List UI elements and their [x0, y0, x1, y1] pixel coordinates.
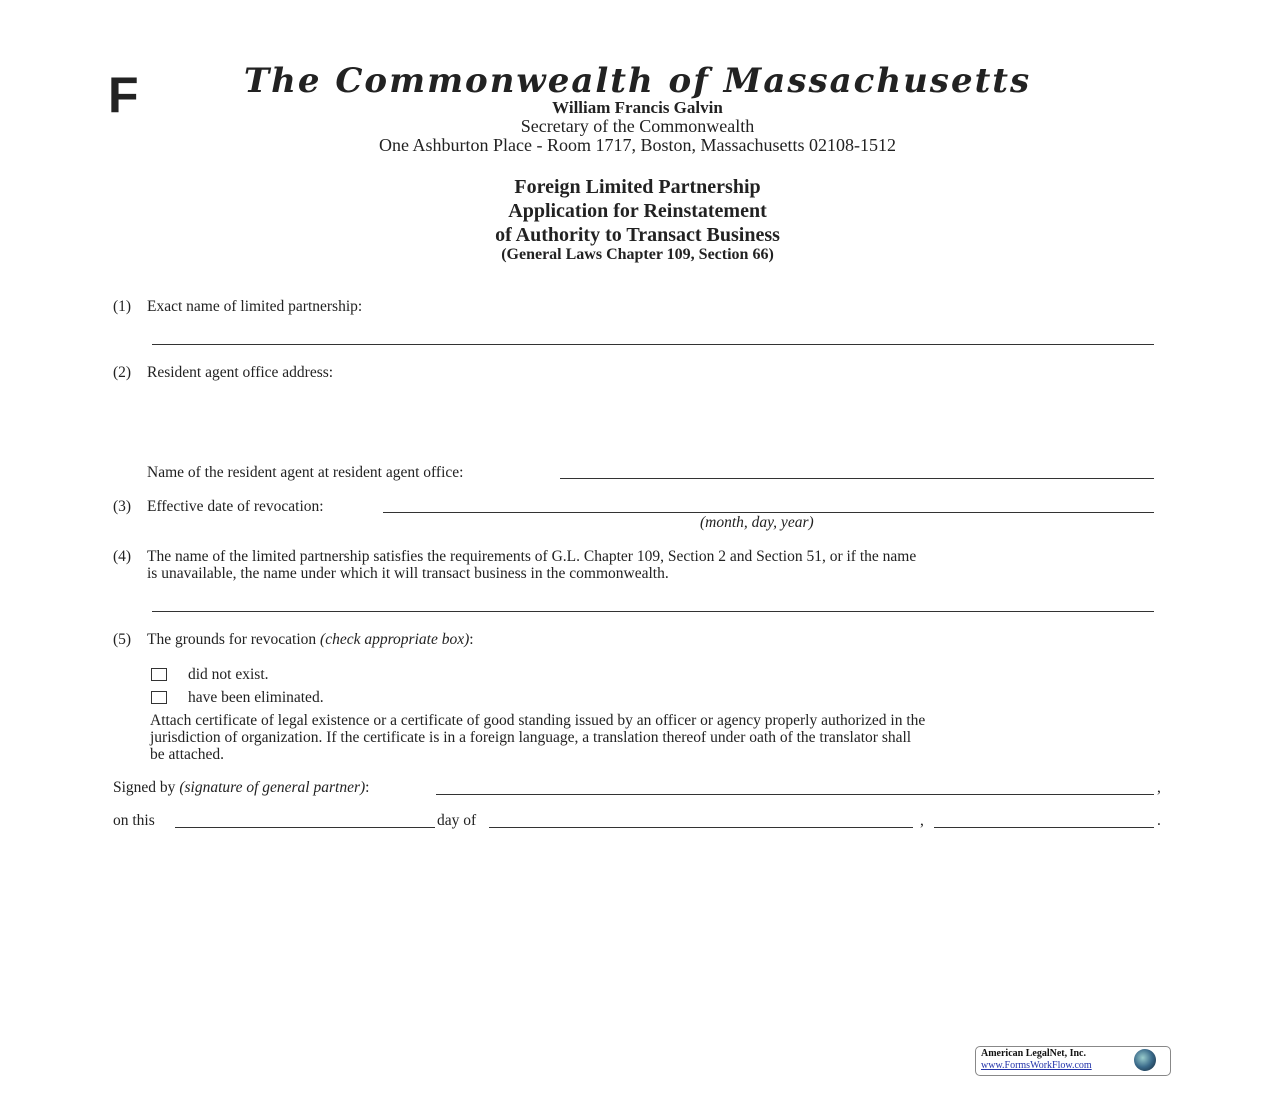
signature-hint: (signature of general partner): [179, 779, 366, 796]
item-4-text-line2: is unavailable, the name under which it will transact business in the commonwealth.: [147, 565, 669, 582]
signed-by-label: [113, 780, 369, 796]
item-3-number: (3): [113, 498, 132, 515]
eliminated-checkbox[interactable]: [151, 691, 167, 704]
signed-by-text: Signed by: [113, 779, 176, 796]
resident-agent-label: Name of the resident agent at resident agent office:: [147, 464, 464, 481]
attach-text-line3: be attached.: [150, 746, 225, 763]
secretary-name: William Francis Galvin: [552, 98, 723, 117]
form-citation: (General Laws Chapter 109, Section 66): [501, 246, 774, 263]
commonwealth-title: The Commonwealth of Massachusetts: [243, 61, 1032, 101]
form-title-line1: Foreign Limited Partnership: [514, 176, 761, 198]
item-2-number: (2): [113, 364, 132, 381]
business-name-field[interactable]: [152, 611, 1154, 612]
form-letter: F: [108, 67, 139, 123]
item-4-text-line1: The name of the limited partnership satisfies the requirements of G.L. Chapter 109, Section 2 and Section 51, or if the name: [147, 548, 917, 565]
item-1-label: Exact name of limited partnership:: [147, 298, 363, 315]
secretary-title: Secretary of the Commonwealth: [520, 116, 755, 136]
item-5-hint: (check appropriate box): [320, 631, 470, 648]
item-5-label-text: The grounds for revocation: [147, 631, 317, 648]
date-format-hint: (month, day, year): [700, 514, 814, 531]
signature-field[interactable]: [436, 794, 1154, 795]
day-of-label: day of: [437, 812, 477, 829]
item-5-number: (5): [113, 631, 132, 648]
year-field[interactable]: [934, 827, 1154, 828]
form-title-line2: Application for Reinstatement: [508, 200, 767, 222]
globe-logo-icon: [1134, 1049, 1156, 1071]
signature-comma: ,: [1157, 779, 1161, 796]
month-field[interactable]: [489, 827, 913, 828]
item-3-label: Effective date of revocation:: [147, 498, 324, 515]
attach-text-line1: Attach certificate of legal existence or a certificate of good standing issued by an officer or agency properly authorized in the: [150, 712, 926, 729]
day-field[interactable]: [175, 827, 435, 828]
on-this-label: on this: [113, 812, 155, 829]
form-title-line3: of Authority to Transact Business: [495, 224, 780, 246]
item-5-colon: :: [469, 631, 474, 648]
revocation-date-field[interactable]: [383, 512, 1154, 513]
did-not-exist-label: did not exist.: [188, 666, 269, 683]
item-5-label: [147, 632, 474, 648]
resident-agent-field[interactable]: [560, 478, 1154, 479]
eliminated-label: have been eliminated.: [188, 689, 324, 706]
legalnet-url[interactable]: www.FormsWorkFlow.com: [981, 1060, 1092, 1071]
legalnet-badge: [975, 1046, 1171, 1076]
date-comma: ,: [920, 812, 924, 829]
item-2-label: Resident agent office address:: [147, 364, 334, 381]
item-4-number: (4): [113, 548, 132, 565]
partnership-name-field[interactable]: [152, 344, 1154, 345]
legalnet-company: American LegalNet, Inc.: [981, 1048, 1086, 1059]
signed-by-colon: :: [365, 779, 370, 796]
attach-text-line2: jurisdiction of organization. If the certificate is in a foreign language, a translation thereof under oath of the translator shall: [150, 729, 912, 746]
date-period: .: [1157, 812, 1161, 829]
item-1-number: (1): [113, 298, 132, 315]
did-not-exist-checkbox[interactable]: [151, 668, 167, 681]
office-address: One Ashburton Place - Room 1717, Boston, Massachusetts 02108-1512: [379, 135, 896, 155]
